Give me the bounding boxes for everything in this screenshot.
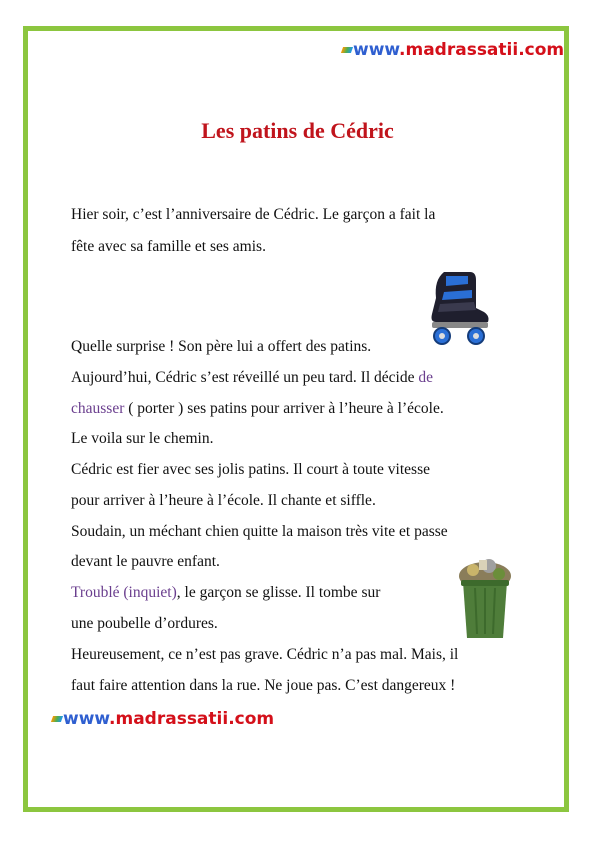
text-line: pour arriver à l’heure à l’école. Il chante et siffle. — [71, 492, 376, 509]
text-line: Heureusement, ce n’est pas grave. Cédric n’a pas mal. Mais, il — [71, 646, 459, 663]
highlighted-word: chausser — [71, 400, 125, 417]
logo-www: www — [353, 40, 400, 60]
text-line: devant le pauvre enfant. — [71, 553, 220, 570]
text-line: faut faire attention dans la rue. Ne joue pas. C’est dangereux ! — [71, 677, 456, 694]
pencil-icon — [51, 716, 63, 722]
logo-www: www — [63, 709, 110, 729]
text-line: Cédric est fier avec ses jolis patins. Il court à toute vitesse — [71, 461, 430, 478]
pencil-icon — [341, 47, 353, 53]
logo-domain: .madrassatii.com — [109, 709, 275, 729]
highlighted-word: de — [418, 369, 433, 386]
footer-logo[interactable] — [52, 709, 274, 729]
text-line — [71, 584, 380, 602]
trash-bin-icon — [455, 556, 515, 642]
text-segment: Aujourd’hui, Cédric s’est réveillé un peu tard. Il décide — [71, 369, 419, 386]
logo-domain: .madrassatii.com — [399, 40, 565, 60]
text-line — [71, 369, 433, 387]
roller-skate-icon — [422, 268, 496, 348]
text-segment: , le garçon se glisse. Il tombe sur — [176, 584, 381, 601]
page-title: Les patins de Cédric — [201, 118, 394, 143]
text-line: Le voila sur le chemin. — [71, 430, 214, 447]
header-logo[interactable] — [342, 40, 564, 60]
text-line: Soudain, un méchant chien quitte la maison très vite et passe — [71, 523, 448, 540]
text-line: Quelle surprise ! Son père lui a offert des patins. — [71, 338, 372, 355]
highlighted-word: Troublé (inquiet) — [71, 584, 177, 601]
text-line — [71, 400, 444, 418]
text-line: Hier soir, c’est l’anniversaire de Cédric. Le garçon a fait la — [71, 206, 436, 223]
text-line: une poubelle d’ordures. — [71, 615, 218, 632]
text-line: fête avec sa famille et ses amis. — [71, 238, 266, 255]
text-segment: ( porter ) ses patins pour arriver à l’heure à l’école. — [124, 400, 444, 417]
